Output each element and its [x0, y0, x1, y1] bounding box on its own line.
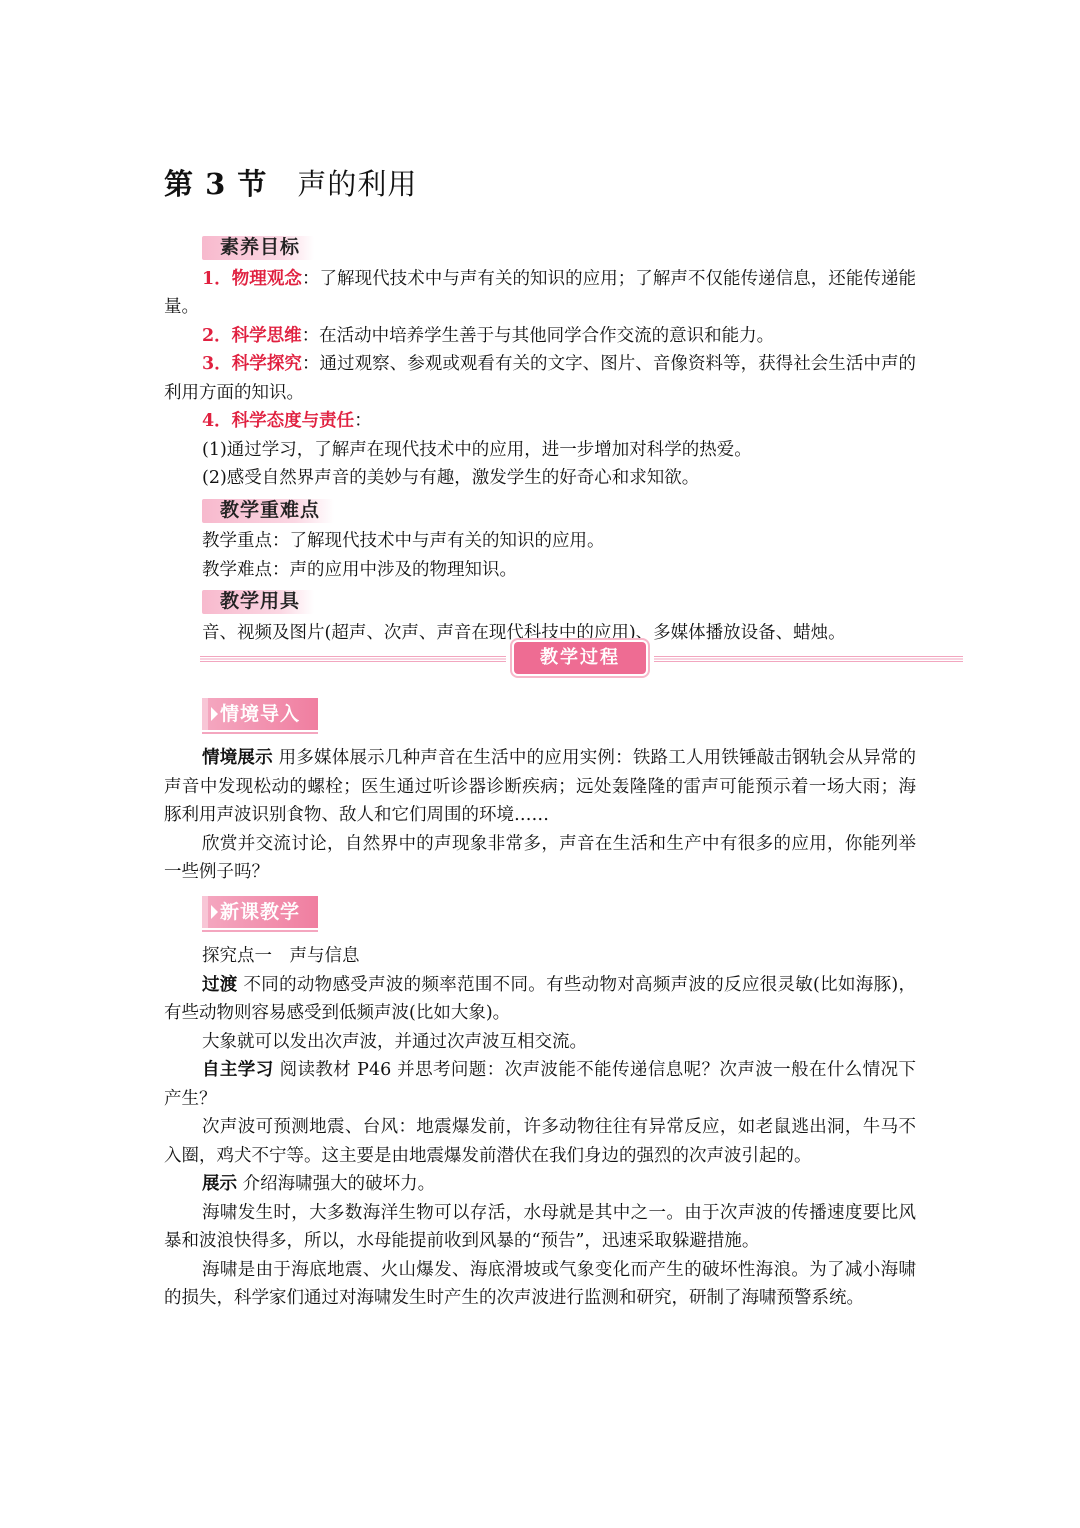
- section-name: 声的利用: [297, 167, 418, 201]
- goals-block: [164, 234, 916, 647]
- goal4-subitem-2: (2)感受自然界声音的美妙与有趣，激发学生的好奇心和求知欲。: [202, 468, 700, 488]
- goals-heading: 素养目标: [202, 234, 314, 260]
- goal-item-2: 2．科学思维：在活动中培养学生善于与其他同学合作交流的意识和能力。: [202, 325, 775, 346]
- goal-item-1: 1．物理观念：了解现代技术中与声有关的知识的应用；了解声不仅能传递信息，还能传递能量。: [164, 268, 916, 317]
- intro-paragraph-1: 情境展示 用多媒体展示几种声音在生活中的应用实例：铁路工人用铁锤敲击钢轨会从异常的声音中发现松动的螺栓；医生通过听诊器诊断疾病；远处轰隆隆的雷声可能预示着一场大雨；海豚利用声波识别食物、敌人和它们周围的环境……: [164, 748, 916, 825]
- new-lesson-tag: 新课教学: [202, 896, 318, 928]
- tools-text: 音、视频及图片(超声、次声、声音在现代科技中的应用)、多媒体播放设备、蜡烛。: [202, 622, 846, 643]
- self-study-paragraph: 自主学习 阅读教材 P46 并思考问题：次声波能不能传递信息呢？次声波一般在什么情况下产生？: [164, 1060, 916, 1109]
- intro-paragraph-2: 欣赏并交流讨论，自然界中的声现象非常多，声音在生活和生产中有很多的应用，你能列举一些例子吗？: [164, 833, 916, 882]
- difficult-point: 教学难点：声的应用中涉及的物理知识。: [202, 559, 517, 580]
- inquiry-point-1: 探究点一 声与信息: [202, 946, 360, 966]
- banner-rule-left: [200, 656, 506, 662]
- process-banner: [200, 642, 963, 676]
- intro-block: [164, 744, 916, 887]
- page-title: [164, 162, 417, 203]
- jellyfish-paragraph: 海啸发生时，大多数海洋生物可以存活，水母就是其中之一。由于次声波的传播速度要比风暴和波浪快得多，所以，水母能提前收到风暴的“预告”，迅速采取躲避措施。: [164, 1202, 916, 1251]
- banner-rule-right: [654, 656, 963, 662]
- tsunami-paragraph: 海啸是由于海底地震、火山爆发、海底滑坡或气象变化而产生的破坏性海浪。为了减小海啸的损失，科学家们通过对海啸发生时产生的次声波进行监测和研究，研制了海啸预警系统。: [164, 1259, 916, 1308]
- goal4-subitem-1: (1)通过学习，了解声在现代技术中的应用，进一步增加对科学的热爱。: [202, 439, 752, 460]
- goal-item-3: 3．科学探究：通过观察、参观或观看有关的文字、图片、音像资料等，获得社会生活中声的利用方面的知识。: [164, 354, 916, 403]
- lesson-block: [164, 942, 916, 1313]
- intro-tag: 情境导入: [202, 698, 318, 730]
- tools-heading: 教学用具: [202, 588, 314, 614]
- transition-paragraph: 过渡 不同的动物感受声波的频率范围不同。有些动物对高频声波的反应很灵敏(比如海豚)，有些动物则容易感受到低频声波(比如大象)。: [164, 974, 917, 1023]
- key-point: 教学重点：了解现代技术中与声有关的知识的应用。: [202, 531, 605, 551]
- section-number: 第 3 节: [164, 167, 268, 201]
- goal-item-4: 4．科学态度与责任：: [202, 411, 372, 431]
- elephant-paragraph: 大象就可以发出次声波，并通过次声波互相交流。: [202, 1031, 587, 1052]
- key-points-heading: 教学重难点: [202, 497, 334, 523]
- earthquake-paragraph: 次声波可预测地震、台风：地震爆发前，许多动物往往有异常反应，如老鼠逃出洞，牛马不入圈，鸡犬不宁等。这主要是由地震爆发前潜伏在我们身边的强烈的次声波引起的。: [164, 1117, 916, 1166]
- show-paragraph: 展示 介绍海啸强大的破坏力。: [202, 1174, 436, 1194]
- process-heading: 教学过程: [514, 642, 646, 674]
